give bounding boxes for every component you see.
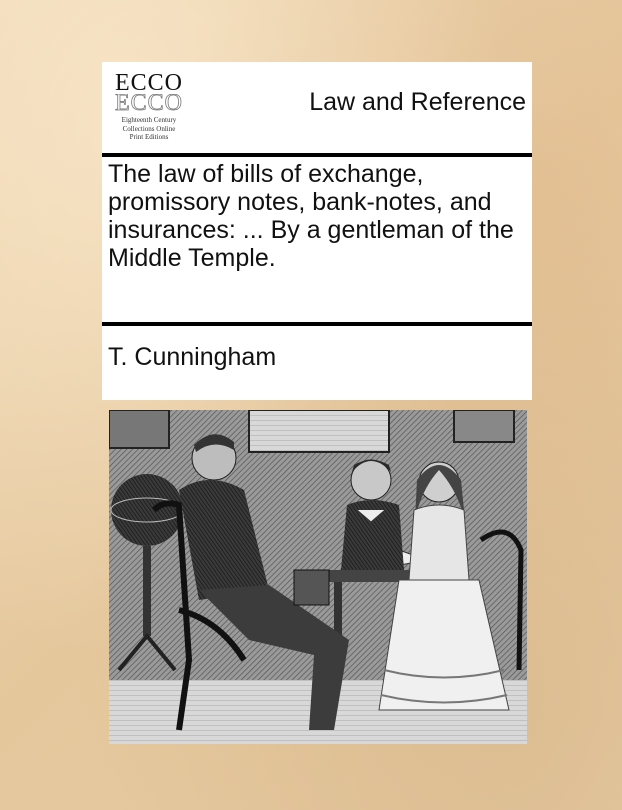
logo-subtitle-line: Collections Online xyxy=(122,124,176,133)
divider-top xyxy=(102,153,532,157)
series-label: Law and Reference xyxy=(309,88,526,116)
book-author: T. Cunningham xyxy=(108,343,277,371)
ecco-logo xyxy=(112,70,186,150)
logo-subtitle xyxy=(112,116,186,142)
cover-title-panel xyxy=(102,62,532,400)
logo-mark: ECCO xyxy=(114,70,183,96)
engraving-illustration-icon xyxy=(109,410,527,744)
logo-mark-reflection: ECCO xyxy=(114,94,183,112)
divider-middle xyxy=(102,322,532,326)
logo-subtitle-line: Eighteenth Century xyxy=(121,116,177,124)
logo-subtitle-line: Print Editions xyxy=(129,133,169,141)
book-title: The law of bills of exchange, promissory notes, bank-notes, and insurances: ... By a gentleman of the Middle Temple. xyxy=(108,160,514,272)
